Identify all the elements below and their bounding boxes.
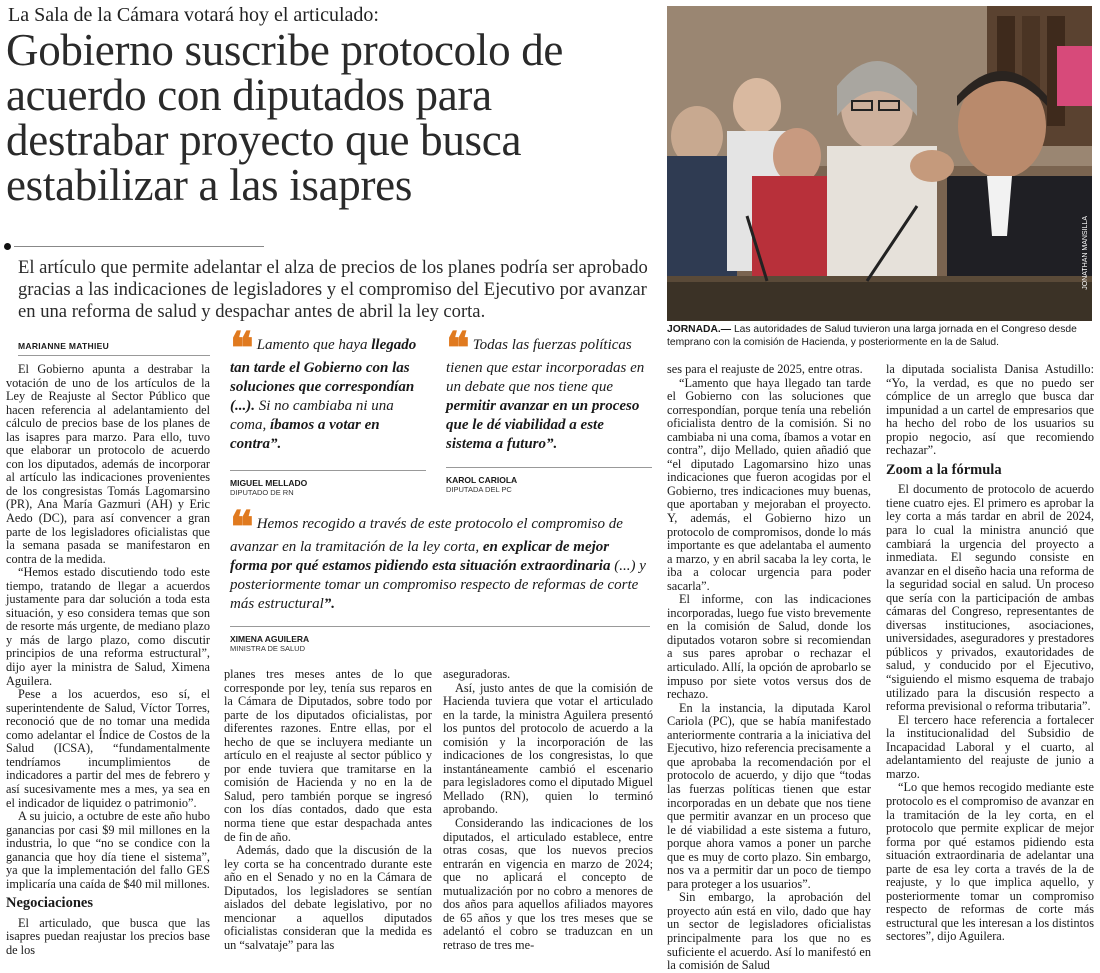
paragraph: El informe, con las indicaciones incorporadas, luego fue visto brevemente en la comisión de Salud, donde los diputados votaron sobre si recomiendan a sus pares aprobar o rechazar el articulado. Allí, la opción de aprobarlo se impuso por siete votos versus dos de rechazo.: [667, 592, 871, 702]
kicker: La Sala de la Cámara votará hoy el articulado:: [8, 4, 379, 26]
quote-mark-icon: ❝: [446, 324, 470, 373]
paragraph: planes tres meses antes de lo que corresponde por ley, tenía sus reparos en la Cámara de Diputados, sobre todo por parte de los diputados oficialistas, por diferentes razones. Entre ellas, por el hecho de que se incluyera mediante un artículo en el reajuste al sector público y por ende tuviera que tramitarse en la comisión de Hacienda y no en la de Salud, pero también porque se ingresó con los días contados, dado que esta norma tiene que estar despachada antes de fin de año.: [224, 667, 432, 844]
paragraph: la diputada socialista Danisa Astudillo: “Yo, la verdad, es que no puedo ser cómplice de un arreglo que busca dar impunidad a un cartel de empresarios que ha hecho del robo de los usuarios su propio negocio, así que recomiendo rechazar”.: [886, 362, 1094, 458]
paragraph: A su juicio, a octubre de este año hubo ganancias por casi $9 mil millones en la industria, lo que “no se condice con la ganancia que hoy día tiene el sistema”, ya que la implementación del fallo GES implicaría una caída de $40 mil millones.: [6, 809, 210, 891]
paragraph: Sin embargo, la aprobación del proyecto aún está en vilo, dado que hay un sector de legisladores oficialistas principalmente para los que no es suficiente el acuerdo. Así lo manifestó en la comisión de Salud: [667, 890, 871, 973]
photo-caption: [667, 323, 1092, 349]
quote-rule: [230, 470, 426, 471]
quote-mark-icon: ❝: [230, 324, 254, 373]
deck-summary: El artículo que permite adelantar el alza de precios de los planes podría ser aprobado gracias a las indicaciones de legisladores y el compromiso del Ejecutivo por avanzar en una reforma de salud y despachar antes de abril la ley corta.: [18, 257, 648, 322]
quote-name: KAROL CARIOLA: [446, 475, 518, 485]
caption-text: Las autoridades de Salud tuvieron una larga jornada en el Congreso desde temprano con la comisión de Hacienda, y posteriormente en la de Salud.: [667, 324, 1077, 348]
column-1: [6, 363, 210, 958]
divider-line: [14, 246, 264, 247]
byline-rule: [18, 355, 210, 356]
paragraph: aseguradoras.: [443, 667, 511, 681]
pull-quote-3: ❝ Hemos recogido a través de este protocolo el compromiso de avanzar en la tramitación de la ley corta, en explicar de mejor forma por qué estamos pidiendo esta situación extraordinaria (...) y posteriormente tomar un compromiso respecto de reformas de corte más estructural”.: [230, 503, 646, 612]
paragraph: Considerando las indicaciones de los diputados, el articulado establece, entre otras cosas, que los nuevos precios entrarán en vigencia en marzo de 2024; que no aplicará el concepto de mutualización por no cobro a menores de dos años para aquellos afiliados mayores de 65 años y que los tres meses que se adelantó el cobro se traduzcan en un retraso de tres me-: [443, 816, 653, 952]
paragraph: “Lamento que haya llegado tan tarde el Gobierno con las soluciones que correspondían, porque tenía una rebelión oficialista dentro de la comisión. Si no cambiaba ni una coma, íbamos a votar en contra”, dijo Mellado, quien añadió que “el diputado Lagomarsino hizo unas indicaciones que fueron acogidas por el Gobierno, tres indicaciones muy buenas, que aportaban y mejoraban el proyecto. Y, además, el Gobierno hizo un protocolo de compromisos, donde lo más importante es que adelantaba el aumento a marzo, y en abril sacaba la ley corta, le iba a colocar urgencia para poder sacarla”.: [667, 375, 871, 593]
column-3: [443, 668, 653, 952]
quote-rule: [446, 467, 652, 468]
column-5: [886, 363, 1094, 944]
paragraph: Así, justo antes de que la comisión de Hacienda tuviera que votar el articulado en la tarde, la ministra Aguilera presentó los puntos del protocolo de acuerdo a la comisión y la incorporación de las indicaciones de los congresistas, lo que instantáneamente cambió el escenario para legisladores como el diputado Miguel Mellado (RN), quien lo terminó aprobando.: [443, 680, 654, 817]
photo-credit: JONATHAN MANSILLA: [1082, 216, 1089, 290]
quote-name: MIGUEL MELLADO: [230, 478, 308, 488]
pull-quote-1: ❝ Lamento que haya llegado tan tarde el Gobierno con las soluciones que correspondían (...). Si no cambiaba ni una coma, íbamos a votar en contra”.: [230, 324, 417, 452]
quote-role: MINISTRA DE SALUD: [230, 644, 306, 653]
paragraph: ses para el reajuste de 2025, entre otras.: [667, 362, 863, 376]
paragraph: “Lo que hemos recogido mediante este protocolo es el compromiso de avanzar en la tramitación de la ley corta, en el protocolo que permite explicar de mejor forma por qué estamos pidiendo esta situación extraordinaria de adelantar una parte de esa ley corta a través de la de reajuste, y lo que implica aquello, y posteriormente tomar un compromiso respecto de reformas de corte más estructural que les interesan a los distintos sectores”, dijo Aguilera.: [886, 780, 1094, 944]
byline: MARIANNE MATHIEU: [18, 341, 110, 351]
subheading: Zoom a la fórmula: [886, 461, 1002, 478]
caption-label: JORNADA.—: [667, 324, 732, 335]
quote-rule: [230, 626, 650, 627]
paragraph: El documento de protocolo de acuerdo tiene cuatro ejes. El primero es aprobar la ley corta a más tardar en abril de 2024, para lo cual la ministra anunció que cambiará la urgencia del proyecto a inmediata. El segundo consiste en avanzar en el diseño hacia una reforma de la seguridad social en salud. Un proceso que sería con la participación de ambas cámaras del Congreso, representantes de diversas instituciones, asociaciones, universidades, aseguradores y prestadores públicos y privados, exautoridades de salud, y conducido por el Ejecutivo, “siguiendo el mismo esquema de trabajo utilizado para la discusión respecto a reforma previsional o reforma tributaria”.: [886, 482, 1094, 714]
quote-role: DIPUTADA DEL PC: [446, 485, 512, 494]
paragraph: El tercero hace referencia a fortalecer la institucionalidad del Subsidio de Incapacidad Laboral y el cuarto, al adelantamiento del reajuste de junio a marzo.: [886, 712, 1094, 781]
pull-quote-2: ❝ Todas las fuerzas políticas tienen que estar incorporadas en un debate que nos tiene que permitir avanzar en un proceso que le dé viabilidad a este sistema a futuro”.: [446, 324, 645, 452]
quote-role: DIPUTADO DE RN: [230, 488, 294, 497]
quote-name: XIMENA AGUILERA: [230, 634, 310, 644]
paragraph: El Gobierno apunta a destrabar la votación de uno de los artículos de la Ley de Reajuste al Sector Público que hacen referencia al adelantamiento del cálculo de precios base de los planes de las isapres para marzo. Para ello, tuvo que elaborar un protocolo de acuerdo con los diputados, además de incorporar al artículo las indicaciones provenientes de los congresistas Tomás Lagomarsino (PR), Ana María Gazmuri (AH) y Eric Aedo (DC), para así convencer a gran parte de los legisladores oficialistas que la semana pasada se manifestaron en contra de la medida.: [6, 362, 210, 566]
quote-mark-icon: ❝: [230, 503, 254, 552]
paragraph: En la instancia, la diputada Karol Cariola (PC), que se había manifestado anteriormente contraria a la iniciativa del Ejecutivo, hizo referencia precisamente a que aprobaba la recomendación por el protocolo de acuerdo, y dijo que “todas las fuerzas políticas tienen que estar incorporadas en un debate que nos tiene que permitir avanzar en un proceso que le dé viabilidad a este sistema a futuro, porque ahora vamos a poner un parche que es muy de corto plazo. Sin embargo, nos va a permitir dar un poco de tiempo para proteger a los usuarios”.: [667, 700, 871, 891]
article-photo: [667, 6, 1092, 321]
subheading: Negociaciones: [6, 895, 93, 912]
photo-illustration: [667, 6, 1092, 321]
headline: Gobierno suscribe protocolo de acuerdo con diputados para destrabar proyecto que busca estabilizar a las isapres: [6, 25, 564, 210]
paragraph: El articulado, que busca que las isapres puedan reajustar los precios base de los: [6, 915, 210, 957]
paragraph: Pese a los acuerdos, eso sí, el superintendente de Salud, Víctor Torres, reconoció que de no tomar una medida como adelantar el Índice de Costos de la Salud (ICSA), “fundamentalmente tendríamos incumplimientos de indicadores a partir del mes de febrero y así sucesivamente mes a mes, ya sea en el indicador de liquidez o patrimonio”.: [6, 687, 210, 810]
column-2: [224, 668, 432, 952]
paragraph: “Hemos estado discutiendo todo este tiempo, tratando de llegar a acuerdos justamente para dar solución a toda esta situación, y eso considera temas que son de resorte más urgente, de mediano plazo y más de largo plazo, como discutir principios de una reforma estructural”, dijo ayer la ministra de Salud, Ximena Aguilera.: [6, 565, 210, 688]
column-4: [667, 363, 871, 973]
bullet-dot: [4, 243, 11, 250]
paragraph: Además, dado que la discusión de la ley corta se ha concentrado durante este año en el Senado y no en la Cámara de Diputados, los legisladores se sentían aislados del debate legislativo, por no mencionar a aquellos diputados oficialistas consideran que la medida es un “salvataje” para las: [224, 843, 432, 952]
